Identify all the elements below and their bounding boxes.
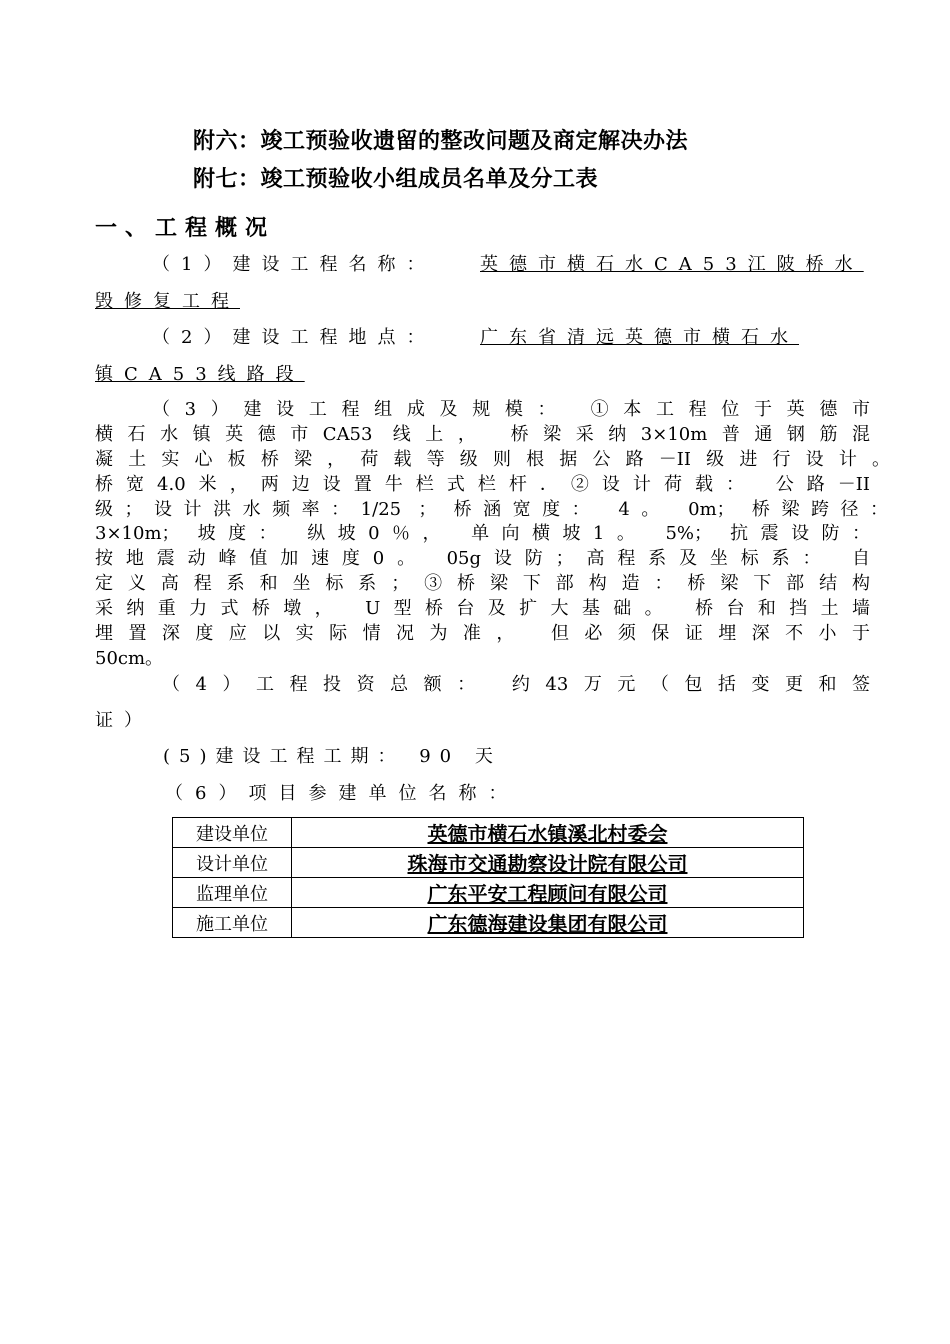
item3-line: 埋置深度应以实际情况为准， 但必须保证埋深不小于 bbox=[95, 623, 870, 644]
item3-line: 3×10m； 坡度： 纵坡0％， 单向横坡1。 5%； 抗震设防： bbox=[95, 523, 870, 544]
appendix-6: 附六：竣工预验收遗留的整改问题及商定解决办法 bbox=[193, 129, 689, 154]
item3-line: 按地震动峰值加速度0。 05g设防；高程系及坐标系： 自 bbox=[95, 548, 870, 569]
item3-line: 桥宽4.0米，两边设置牛栏式栏杆．②设计荷载： 公路－II bbox=[95, 474, 870, 495]
table-row bbox=[173, 848, 804, 878]
participating-units-table bbox=[172, 817, 804, 938]
item3-line: 定义高程系和坐标系；③桥梁下部构造：桥梁下部结构 bbox=[95, 573, 870, 594]
item3-line: 50cm。 bbox=[95, 648, 164, 669]
item1-label: （1）建设工程名称： bbox=[152, 254, 436, 275]
unit-name: 珠海市交通勘察设计院有限公司 bbox=[407, 852, 688, 876]
item1-value: 英德市横石水CA53江陂桥水 bbox=[480, 254, 864, 275]
unit-role: 建设单位 bbox=[173, 818, 292, 848]
unit-name: 广东平安工程顾问有限公司 bbox=[427, 882, 668, 906]
item6-label: （6）项目参建单位名称： bbox=[165, 783, 519, 804]
item1-value-cont: 毁修复工程 bbox=[95, 291, 240, 312]
item5-duration: (5)建设工程工期： 90 天 bbox=[163, 746, 502, 767]
item2-value: 广东省清远英德市横石水 bbox=[480, 327, 799, 348]
item3-line: （3）建设工程组成及规模： ①本工程位于英德市 bbox=[152, 399, 870, 420]
table-row bbox=[173, 908, 804, 938]
item3-line: 采纳重力式桥墩， U型桥台及扩大基础。 桥台和挡土墙 bbox=[95, 598, 870, 619]
appendix-7: 附七：竣工预验收小组成员名单及分工表 bbox=[193, 167, 599, 192]
unit-role: 施工单位 bbox=[173, 908, 292, 938]
section-title: 一、工程概况 bbox=[95, 216, 276, 241]
item4-line: （4）工程投资总额： 约43万元（包括变更和签 bbox=[162, 674, 870, 695]
unit-role: 设计单位 bbox=[173, 848, 292, 878]
unit-role: 监理单位 bbox=[173, 878, 292, 908]
item4-line-cont: 证） bbox=[95, 710, 153, 731]
unit-name: 英德市横石水镇溪北村委会 bbox=[427, 822, 668, 846]
table-row bbox=[173, 878, 804, 908]
item3-line: 级；设计洪水频率：1/25 ； 桥涵宽度： 4。 0m； 桥梁跨径： bbox=[95, 499, 888, 520]
item2-label: （2）建设工程地点： bbox=[152, 327, 436, 348]
table-row bbox=[173, 818, 804, 848]
item3-line: 凝土实心板桥梁，荷载等级则根据公路－II级进行设计。 bbox=[95, 449, 890, 470]
item2-value-cont: 镇CA53线路段 bbox=[95, 364, 305, 385]
item3-line: 横石水镇英德市CA53 线上， 桥梁采纳3×10m普通钢筋混 bbox=[95, 424, 870, 445]
unit-name: 广东德海建设集团有限公司 bbox=[427, 912, 668, 936]
